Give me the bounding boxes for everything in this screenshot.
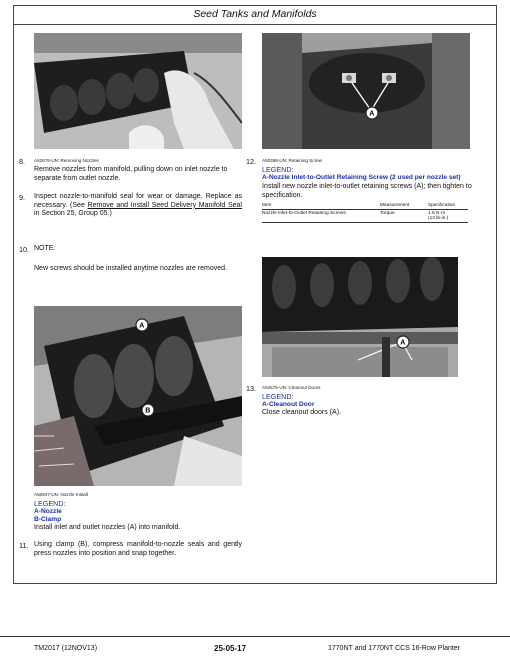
svg-text:A: A	[369, 110, 375, 118]
spec-value-imperial: (13 lb-in.)	[428, 216, 449, 221]
step-10-number: 10.	[19, 245, 29, 254]
callout-b-clamp	[141, 403, 155, 417]
step-9-text	[34, 193, 242, 219]
step-8-caption: A52678-UN: Removing Nozzles	[34, 158, 99, 163]
note-text: New screws should be installed anytime nozzles are removed.	[34, 265, 227, 272]
page-title: Seed Tanks and Manifolds	[193, 8, 317, 20]
spec-header-specification: Specification	[428, 203, 456, 208]
spec-header-measurement: Measurement	[380, 203, 410, 208]
step-12-legend-item: A-Nozzle Inlet-to-Outlet Retaining Screw (2 used per nozzle set)	[262, 174, 461, 181]
step-13-legend-item: A-Cleanout Door	[262, 401, 315, 408]
install-legend-nozzle: A-Nozzle	[34, 508, 62, 515]
footer-rule	[0, 636, 510, 637]
step-13-caption: A52675-UN: Cleanout Doors	[262, 385, 321, 390]
step-8-number: 8.	[19, 157, 25, 166]
photo-cleanout-doors	[262, 257, 458, 377]
step-12-number: 12.	[246, 157, 256, 166]
spec-header-item: Item	[262, 203, 272, 208]
step-13-number: 13.	[246, 384, 256, 393]
step-9-text-after: in Section 25, Group 05.)	[34, 210, 112, 217]
step-11-text: Using clamp (B), compress manifold-to-nozzle seals and gently press nozzles into position and snap together.	[34, 541, 242, 557]
spec-value-metric: 1.5 N·m	[428, 211, 446, 216]
install-text: Install inlet and outlet nozzles (A) into manifold.	[34, 524, 181, 531]
photo-retaining-screw	[262, 33, 470, 149]
spec-item: Nozzle Inlet-to-Outlet Retaining Screws	[262, 211, 346, 216]
step-11-number: 11.	[19, 541, 29, 550]
install-legend-clamp: B-Clamp	[34, 516, 62, 523]
install-caption: A50947-UN: Nozzle Install	[34, 492, 88, 497]
step-9-text-before: Inspect nozzle-to-manifold seal for wear or damage. Replace as necessary. (See	[34, 193, 242, 209]
step-9-number: 9.	[19, 193, 25, 202]
install-legend-heading: LEGEND:	[34, 499, 66, 508]
svg-text:A: A	[400, 339, 406, 347]
footer-product-name: 1770NT and 1770NT CCS 16-Row Planter	[328, 645, 461, 652]
svg-text:A: A	[139, 322, 145, 330]
photo-removing-nozzles	[34, 33, 242, 149]
photo-nozzle-install	[34, 306, 242, 486]
step-12-legend-heading: LEGEND:	[262, 165, 294, 174]
note-title: NOTE:	[34, 245, 56, 252]
step-12-text: Install new nozzle inlet-to-outlet retaining screws (A); then tighten to specification.	[262, 183, 472, 199]
svg-text:B: B	[145, 407, 151, 415]
seed-delivery-manifold-seal-link[interactable]: Remove and Install Seed Delivery Manifold Seal	[87, 201, 242, 209]
step-13-legend-heading: LEGEND:	[262, 392, 294, 401]
callout-a-cleanout	[396, 335, 410, 349]
spec-value	[428, 210, 468, 223]
torque-spec-table	[262, 202, 468, 223]
callout-a-nozzle	[135, 318, 149, 332]
spec-measurement: Torque	[380, 211, 395, 216]
step-12-caption: A50398-UN: Retaining Screw	[262, 158, 323, 163]
footer-manual-id: TM2017 (12NOV13)	[34, 645, 98, 652]
footer-page-number: 25-05-17	[214, 644, 247, 653]
step-8-text: Remove nozzles from manifold, pulling down on inlet nozzle to separate from outlet nozzle.	[34, 166, 228, 182]
callout-a-retaining	[365, 106, 379, 120]
step-13-text: Close cleanout doors (A).	[262, 409, 341, 416]
